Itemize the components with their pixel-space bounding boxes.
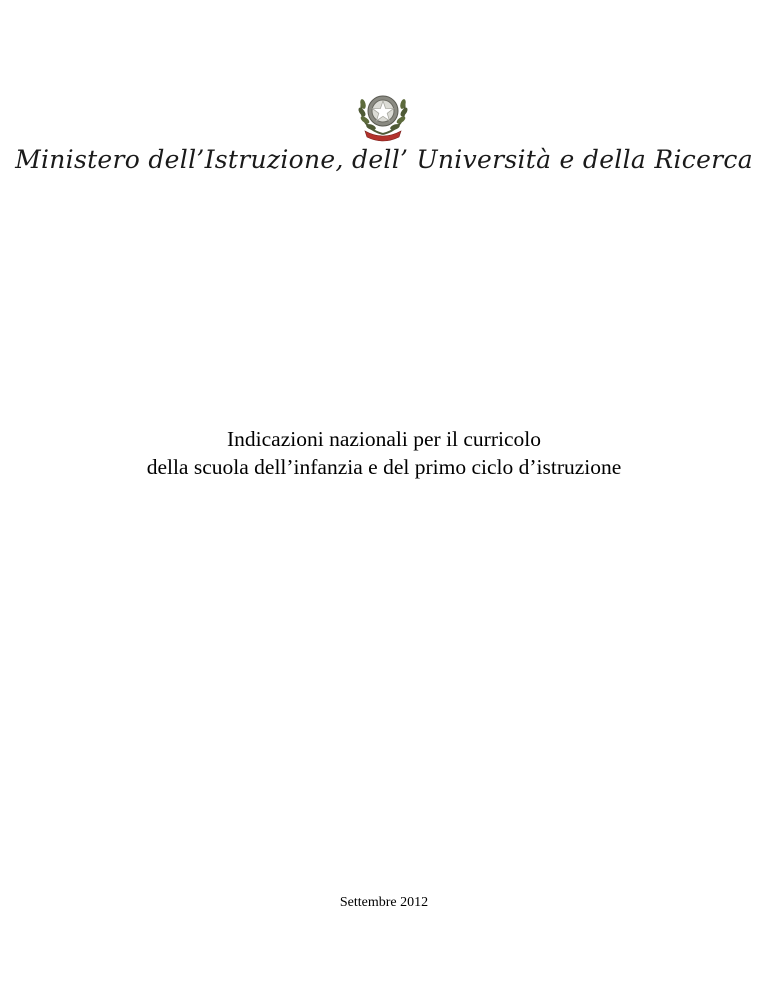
italian-republic-emblem-icon [353, 84, 413, 144]
title-line-1: Indicazioni nazionali per il curricolo [226, 427, 541, 451]
publication-date: Settembre 2012 [339, 895, 429, 910]
document-title [0, 425, 768, 481]
title-line-2: della scuola dell’infanzia e del primo ciclo d’istruzione [146, 455, 622, 479]
ministry-name: Ministero dell’Istruzione, dell’ Università e della Ricerca [15, 145, 753, 174]
